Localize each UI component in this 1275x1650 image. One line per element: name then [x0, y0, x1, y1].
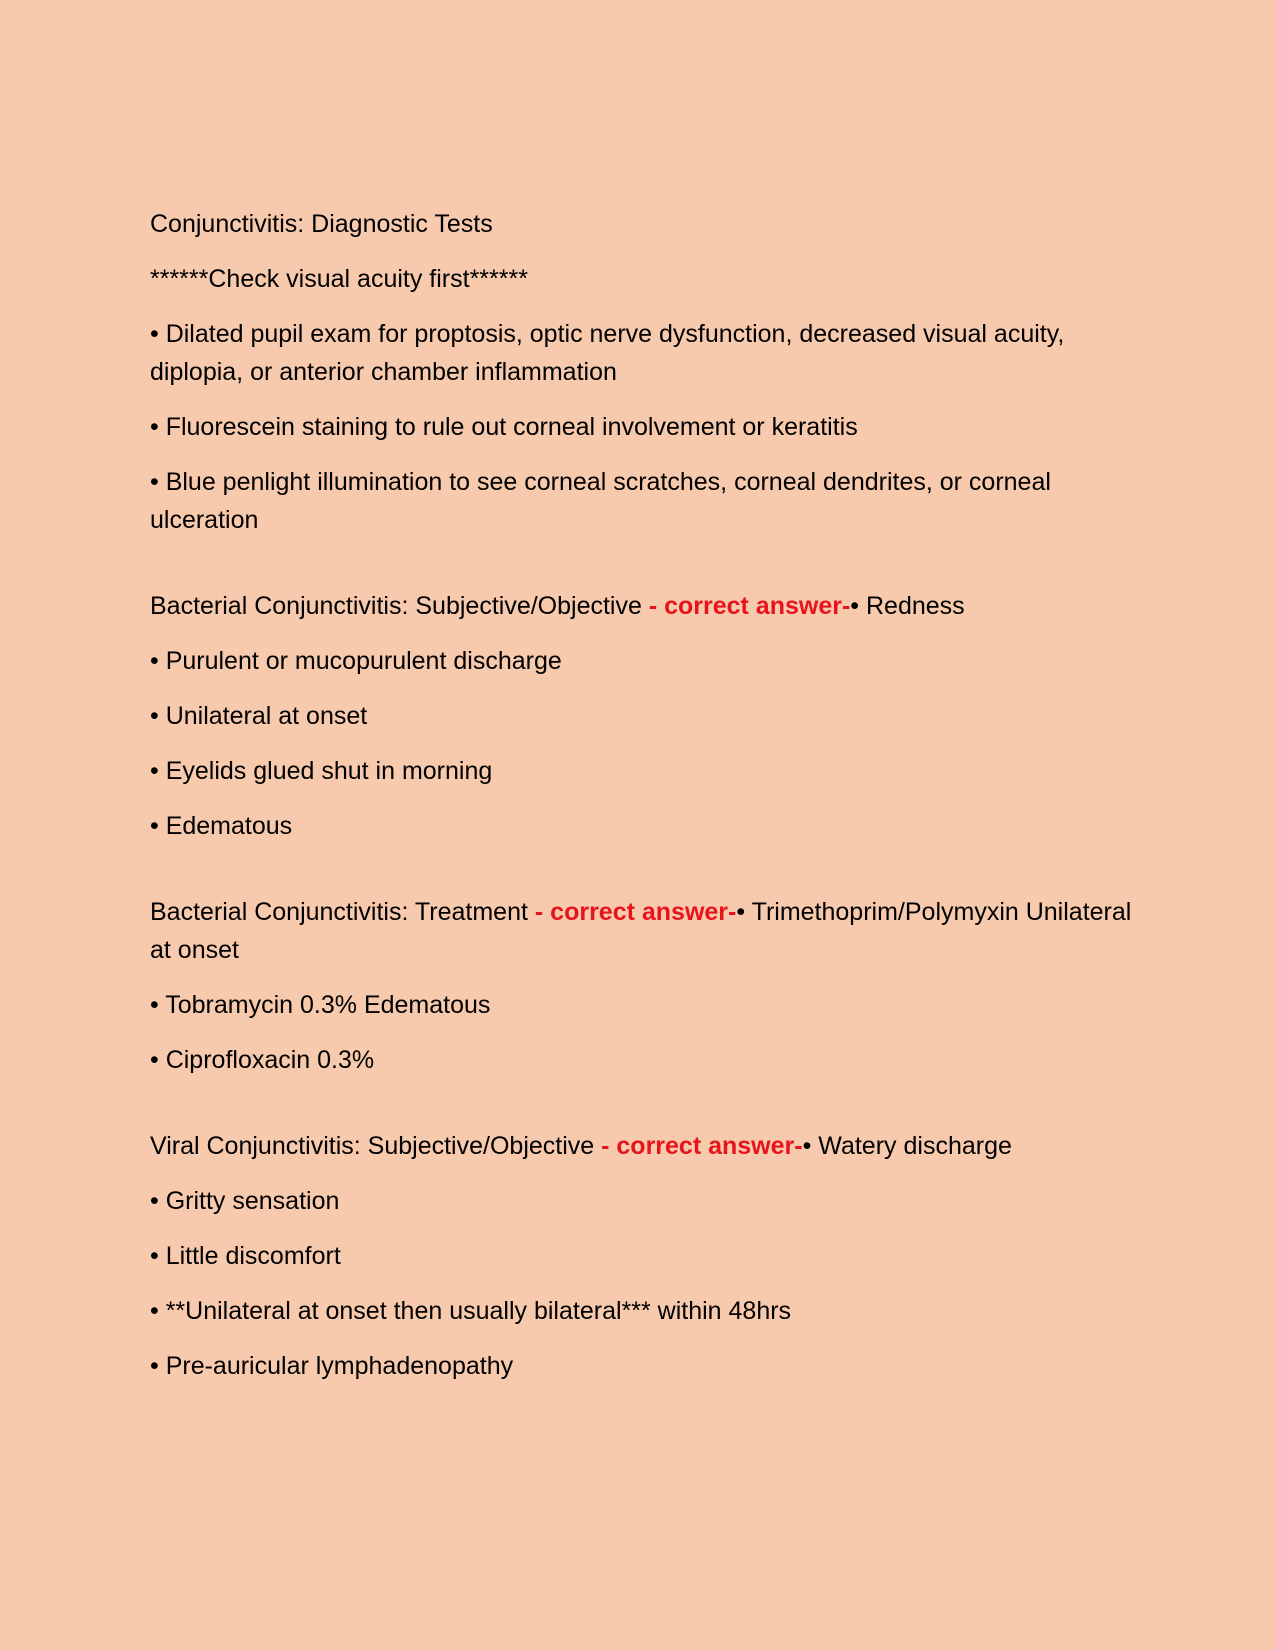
- question-line: [150, 893, 1140, 969]
- list-item: • Pre-auricular lymphadenopathy: [150, 1352, 514, 1380]
- list-item: • Edematous: [150, 812, 293, 840]
- first-answer: • Watery discharge: [802, 1132, 1012, 1160]
- list-item: • Gritty sensation: [150, 1187, 340, 1215]
- list-item: • Ciprofloxacin 0.3%: [150, 1046, 375, 1074]
- section-diagnostic-tests: [150, 205, 1140, 539]
- list-item: • **Unilateral at onset then usually bilateral*** within 48hrs: [150, 1297, 792, 1325]
- list-item: • Unilateral at onset: [150, 702, 368, 730]
- list-item: • Little discomfort: [150, 1242, 341, 1270]
- heading-note: ******Check visual acuity first******: [150, 265, 528, 293]
- correct-answer-marker: - correct answer-: [648, 592, 851, 620]
- section-bacterial-subjective-objective: [150, 587, 1140, 845]
- question-text: Bacterial Conjunctivitis: Treatment: [150, 898, 535, 926]
- section-bacterial-treatment: [150, 893, 1140, 1079]
- question-line: [150, 587, 1140, 625]
- list-item: • Purulent or mucopurulent discharge: [150, 647, 562, 675]
- question-text: Bacterial Conjunctivitis: Subjective/Objective: [150, 592, 649, 620]
- list-item: • Tobramycin 0.3% Edematous: [150, 991, 491, 1019]
- question-line: [150, 1127, 1140, 1165]
- section-heading: Conjunctivitis: Diagnostic Tests: [150, 210, 493, 238]
- list-item: • Fluorescein staining to rule out corneal involvement or keratitis: [150, 413, 858, 441]
- section-viral-subjective-objective: [150, 1127, 1140, 1385]
- first-answer: • Redness: [850, 592, 965, 620]
- first-answer: • Trimethoprim/Polymyxin Unilateral at onset: [150, 898, 1132, 964]
- correct-answer-marker: - correct answer-: [534, 898, 737, 926]
- list-item: • Eyelids glued shut in morning: [150, 757, 493, 785]
- question-text: Viral Conjunctivitis: Subjective/Objective: [150, 1132, 602, 1160]
- list-item: • Dilated pupil exam for proptosis, optic nerve dysfunction, decreased visual acuity, diplopia, or anterior chamber inflammation: [150, 320, 1065, 386]
- document-page: [150, 205, 1140, 1402]
- correct-answer-marker: - correct answer-: [601, 1132, 803, 1160]
- list-item: • Blue penlight illumination to see corneal scratches, corneal dendrites, or corneal ulceration: [150, 468, 1051, 534]
